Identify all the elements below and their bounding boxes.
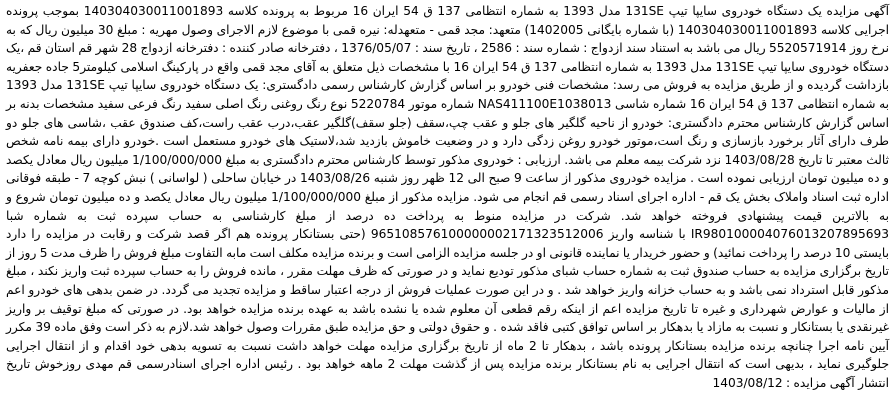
auction-notice-text: آگهی مزایده یک دستگاه خودروی سایپا تیپ 131SE مدل 1393 به شماره انتظامی 137 ق 54 ایران 16 مربوط به پرونده کلاسه 140304030011001893 بموجب پرونده اجرایی کلاسه 140304030011001893 (با شماره بایگانی 1402005) متعهد: مجد قمی - متعهدله: نیره قمی با موضوع لازم الاجرای وصول مهریه : مبلغ 30 میلیون ریال که به نرخ روز 5520571914 ریال می باشد به استناد سند ازدواج : شماره سند : 2586 ، تاریخ سند : 1376/05/07 ، دفترخانه صادر کننده : دفترخانه ازدواج 28 شهر قم استان قم ،یک دستگاه خودروی سایپا تیپ 131SE مدل 1393 به شماره انتظامی 137 ق 54 ایران 16 با مشخصات ذیل متعلق به آقای مجد قمی واقع در پارکینگ اسلامی کیلومتر5 جاده جعفریه بازداشت گردیده و از طریق مزایده به فروش می رسد: مشخصات فنی خودرو بر اساس گزارش کارشناس رسمی دادگستری: یک دستگاه خودروی سایپا تیپ 131SE مدل 1393 به شماره انتظامی 137 ق 54 ایران 16 شماره شاسی NAS411100E1038013 شماره موتور 5220784 نوع رنگ روغنی رنگ اصلی سفید رنگ فرعی سفید مشخصات بدنه بر اساس گزارش کارشناس محترم دادگستری: خودرو از ناحیه گلگیر های جلو و عقب چپ،سقف (جلو سقف)گلگیر عقب،درب عقب راست،کف صندوق عقب ،شاسی های جلو دو طرف دارای آثار برخورد بازسازی و رنگ است،موتور خودرو روغن زدگی دارد و در وضعیت خاموش بازدید شد،لاستیک های خودرو مستعمل است .خودرو دارای بیمه نامه شخص ثالث معتبر تا تاریخ 1403/08/28 نزد شرکت بیمه معلم می باشد. ارزیابی : خودروی مذکور توسط کارشناس محترم دادگستری به مبلغ 1/100/000/000 میلیون ریال معادل یکصد و ده میلیون تومان ارزیابی نموده است . مزایده خودروی مذکور از ساعت 9 صبح الی 12 ظهر روز شنبه 1403/08/26 در خیابان ساحلی ( لواسانی ) نبش کوچه 7 - طبقه فوقانی اداره ثبت اسناد واملاک بخش یک قم - اداره اجرای اسناد رسمی قم انجام می شود. مزایده مذکور از مبلغ 1/100/000/000 میلیون ریال معادل یکصد و ده میلیون تومان شروع و به بالاترین قیمت پیشنهادی فروخته خواهد شد. شرکت در مزایده منوط به پرداخت ده درصد از مبلغ کارشناسی به حساب سپرده ثبت به شماره شبا IR980100004076013207895693 با شناسه واریز 965108576100000002171323512006 (حتی بستانکار پرونده هم اگر قصد شرکت و رقابت در مزایده را دارد بایستی 10 درصد را پرداخت نمائید) و حضور خریدار یا نماینده قانونی او در جلسه مزایده الزامی است و برنده مزایده مکلف است مابه التفاوت مبلغ فروش را ظرف مدت 5 روز از تاریخ برگزاری مزایده به حساب صندوق ثبت به شماره حساب شبای مذکور تودیع نماید و در صورتی که ظرف مهلت مقرر ، مانده فروش را به حساب سپرده ثبت واریز نکند ، مبلغ مذکور قابل استرداد نمی باشد و به حساب خزانه واریز خواهد شد . و در این صورت عملیات فروش از درجه اعتبار ساقط و مزایده تجدید می گردد. در ضمن بدهی های خودرو اعم از مالیات و عوارض شهرداری و غیره تا تاریخ مزایده اعم از اینکه رقم قطعی آن معلوم شده یا نشده باشد به عهده برنده مزایده خواهد بود. در صورتی که مبلغ توقیف بر واریز غیرنقدی یا بستانکار و نسبت به مازاد یا بدهکار بر اساس توافق کتبی فاقد شده . و حقوق دولتی و حق مزایده طبق مقررات وصول خواهد شد.لازم به ذکر است وفق ماده 39 مکرر آیین نامه اجرا چنانچه برنده مزایده بستانکار پرونده باشد ، بدهکار تا 2 ماه از تاریخ برگزاری مزایده مهلت خواهد داشت نسبت به تسویه بدهی خود اقدام و از انتقال اجرایی جلوگیری نماید ، بدیهی است که انتقال اجرایی به نام بستانکار برنده مزایده پس از گذشت مهلت 2 ماهه خواهد بود . رئیس اداره اجرای اسنادرسمی قم مهدی روزخوش تاریخ انتشار آگهی مزایده : 1403/08/12 — [6, 4, 890, 390]
